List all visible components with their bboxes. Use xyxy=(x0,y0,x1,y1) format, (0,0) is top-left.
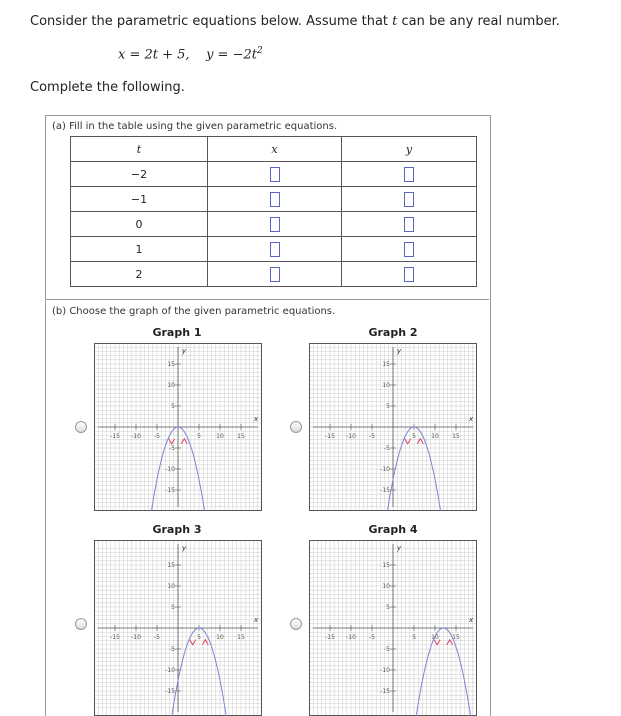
t-value: −2 xyxy=(71,162,208,187)
graph-3-plot xyxy=(94,540,262,716)
header-t: t xyxy=(71,137,208,162)
x-tick-label: -10 xyxy=(346,634,356,641)
x-tick-label: -5 xyxy=(154,433,160,440)
equation-y: y = −2t xyxy=(206,47,257,63)
x-tick-label: -15 xyxy=(110,634,120,641)
table-header-row xyxy=(71,137,477,162)
x-cell xyxy=(208,237,342,262)
graph-4-title: Graph 4 xyxy=(368,523,418,536)
var-t: t xyxy=(392,14,398,29)
y-input[interactable] xyxy=(404,217,414,232)
x-tick-label: 15 xyxy=(452,634,460,641)
table-row xyxy=(71,187,477,212)
y-input[interactable] xyxy=(404,192,414,207)
y-cell xyxy=(342,162,477,187)
panel-divider xyxy=(45,299,489,300)
y-axis-label: y xyxy=(397,544,402,552)
x-cell xyxy=(208,162,342,187)
table-row xyxy=(71,237,477,262)
table-row xyxy=(71,212,477,237)
graph-2-title: Graph 2 xyxy=(368,326,418,339)
x-input[interactable] xyxy=(270,192,280,207)
y-tick-label: -15 xyxy=(165,688,175,695)
y-tick-label: 15 xyxy=(382,361,390,368)
graph-3-title: Graph 3 xyxy=(152,523,202,536)
x-axis-label: x xyxy=(469,415,474,423)
graph-2-radio[interactable] xyxy=(290,421,302,433)
x-tick-label: 15 xyxy=(237,433,245,440)
equation-x: x = 2t + 5, xyxy=(118,47,190,63)
x-tick-label: 5 xyxy=(412,634,416,641)
y-tick-label: 15 xyxy=(167,361,175,368)
equation-y-exponent: 2 xyxy=(256,46,263,56)
x-tick-label: 5 xyxy=(412,433,416,440)
t-value: 0 xyxy=(71,212,208,237)
y-tick-label: -10 xyxy=(165,667,175,674)
x-axis-label: x xyxy=(254,616,259,624)
part-a-label: (a) Fill in the table using the given parametric equations. xyxy=(52,121,338,132)
y-cell xyxy=(342,237,477,262)
y-tick-label: -10 xyxy=(165,466,175,473)
x-cell xyxy=(208,262,342,287)
y-tick-label: -10 xyxy=(380,667,390,674)
t-value: −1 xyxy=(71,187,208,212)
t-value: 1 xyxy=(71,237,208,262)
y-tick-label: 5 xyxy=(386,403,390,410)
graph-1-title: Graph 1 xyxy=(152,326,202,339)
y-cell xyxy=(342,187,477,212)
values-table xyxy=(70,136,477,287)
y-tick-label: 5 xyxy=(386,604,390,611)
graph-2-plot xyxy=(309,343,477,511)
y-cell xyxy=(342,262,477,287)
x-input[interactable] xyxy=(270,267,280,282)
parametric-equations xyxy=(118,46,263,62)
x-tick-label: 10 xyxy=(431,634,439,641)
y-tick-label: 15 xyxy=(382,562,390,569)
y-tick-label: 10 xyxy=(167,382,175,389)
graph-4-radio[interactable] xyxy=(290,618,302,630)
y-axis-label: y xyxy=(182,347,187,355)
x-tick-label: 15 xyxy=(237,634,245,641)
graph-1-radio[interactable] xyxy=(75,421,87,433)
x-tick-label: 10 xyxy=(431,433,439,440)
y-tick-label: -5 xyxy=(384,646,390,653)
y-tick-label: 5 xyxy=(171,604,175,611)
x-tick-label: -15 xyxy=(325,634,335,641)
header-y: y xyxy=(342,137,477,162)
x-cell xyxy=(208,187,342,212)
y-tick-label: 5 xyxy=(171,403,175,410)
x-tick-label: 10 xyxy=(216,634,224,641)
y-tick-label: -5 xyxy=(169,445,175,452)
y-tick-label: -15 xyxy=(165,487,175,494)
y-tick-label: -15 xyxy=(380,688,390,695)
problem-statement: Consider the parametric equations below. Assume that t can be any real number. xyxy=(30,14,560,29)
x-tick-label: -5 xyxy=(369,634,375,641)
x-tick-label: -15 xyxy=(325,433,335,440)
y-input[interactable] xyxy=(404,242,414,257)
y-tick-label: -5 xyxy=(384,445,390,452)
x-tick-label: 10 xyxy=(216,433,224,440)
x-tick-label: 5 xyxy=(197,433,201,440)
y-input[interactable] xyxy=(404,167,414,182)
y-tick-label: 10 xyxy=(382,382,390,389)
x-tick-label: -5 xyxy=(369,433,375,440)
graph-3-radio[interactable] xyxy=(75,618,87,630)
x-tick-label: -5 xyxy=(154,634,160,641)
x-input[interactable] xyxy=(270,217,280,232)
y-axis-label: y xyxy=(397,347,402,355)
y-cell xyxy=(342,212,477,237)
y-tick-label: -15 xyxy=(380,487,390,494)
table-row xyxy=(71,262,477,287)
x-input[interactable] xyxy=(270,167,280,182)
table-row xyxy=(71,162,477,187)
header-x: x xyxy=(208,137,342,162)
x-tick-label: -15 xyxy=(110,433,120,440)
t-value: 2 xyxy=(71,262,208,287)
x-tick-label: -10 xyxy=(346,433,356,440)
x-input[interactable] xyxy=(270,242,280,257)
y-tick-label: 10 xyxy=(382,583,390,590)
y-tick-label: -10 xyxy=(380,466,390,473)
y-tick-label: 10 xyxy=(167,583,175,590)
x-axis-label: x xyxy=(469,616,474,624)
x-tick-label: 15 xyxy=(452,433,460,440)
x-cell xyxy=(208,212,342,237)
x-tick-label: 5 xyxy=(197,634,201,641)
y-tick-label: -5 xyxy=(169,646,175,653)
x-tick-label: -10 xyxy=(131,634,141,641)
instruction: Complete the following. xyxy=(30,80,185,95)
y-input[interactable] xyxy=(404,267,414,282)
y-axis-label: y xyxy=(182,544,187,552)
x-axis-label: x xyxy=(254,415,259,423)
y-tick-label: 15 xyxy=(167,562,175,569)
x-tick-label: -10 xyxy=(131,433,141,440)
graph-1-plot xyxy=(94,343,262,511)
part-b-label: (b) Choose the graph of the given parametric equations. xyxy=(52,306,336,317)
graph-4-plot xyxy=(309,540,477,716)
